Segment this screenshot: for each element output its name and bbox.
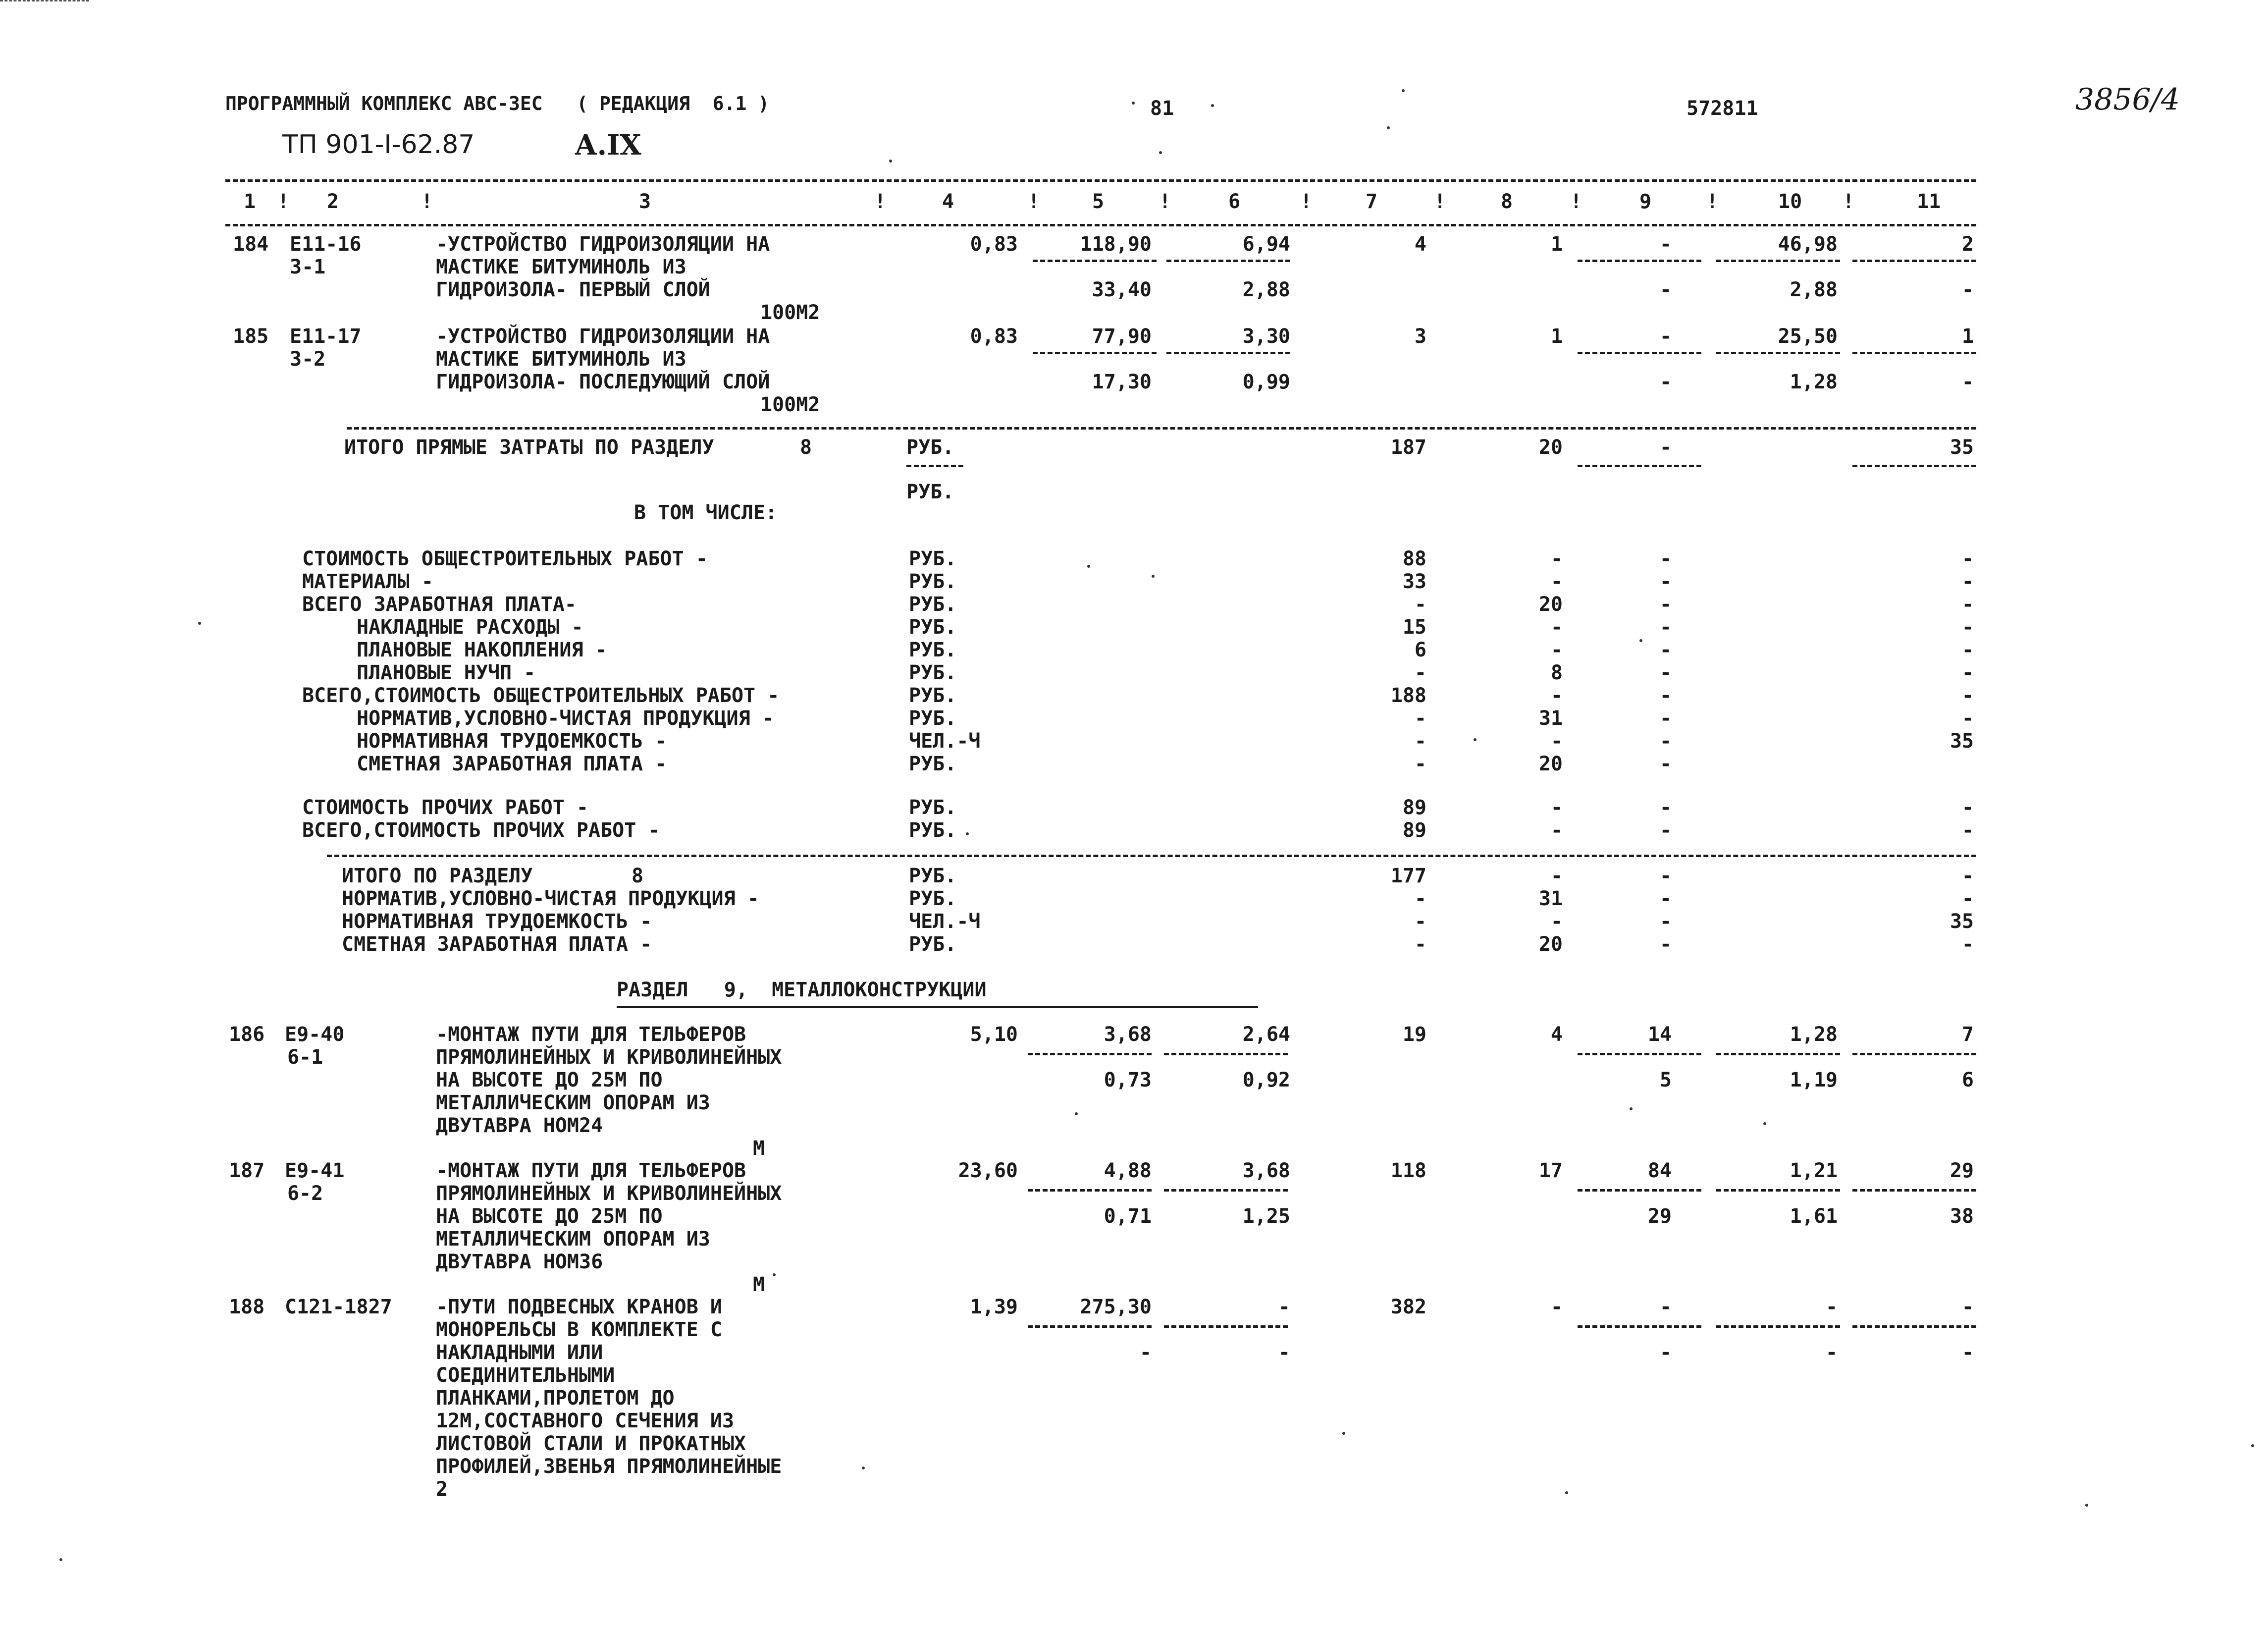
labor-per-unit: - <box>1825 1296 1838 1318</box>
row-number: 187 <box>229 1159 265 1182</box>
total-cost: 118 <box>1390 1159 1426 1182</box>
unit-wage-machine: 1,25 <box>1242 1205 1290 1228</box>
work-description: МАСТИКЕ БИТУМИНОЛЬ ИЗ <box>436 348 686 371</box>
breakdown-label: ВСЕГО,СТОИМОСТЬ ОБЩЕСТРОИТЕЛЬНЫХ РАБОТ - <box>302 684 780 707</box>
other-works-unit: РУБ. <box>909 819 957 842</box>
section-final-machine: - <box>1659 933 1672 956</box>
machine-cost: - <box>1659 1296 1672 1318</box>
section-final-wage: - <box>1550 865 1563 887</box>
section-final-labor: - <box>1961 865 1974 887</box>
breakdown-wage: - <box>1550 616 1563 639</box>
rule-line <box>1578 352 1701 354</box>
labor-machine-total: 38 <box>1950 1205 1974 1228</box>
project-code: ТП 901-I-62.87 <box>282 130 475 160</box>
work-description: ПРЯМОЛИНЕЙНЫХ И КРИВОЛИНЕЙНЫХ <box>436 1182 782 1205</box>
other-works-label: ВСЕГО,СТОИМОСТЬ ПРОЧИХ РАБОТ - <box>302 819 660 842</box>
other-works-machine: - <box>1659 819 1672 842</box>
rule-line <box>1166 260 1290 262</box>
breakdown-labor: - <box>1961 639 1974 661</box>
total-cost: 19 <box>1402 1023 1426 1046</box>
breakdown-total: 33 <box>1402 570 1426 593</box>
column-separator: ! <box>1570 190 1582 213</box>
scan-speck <box>2085 1504 2088 1507</box>
breakdown-total: - <box>1414 753 1426 775</box>
section-final-labor: 35 <box>1950 910 1974 933</box>
scan-edge-mark <box>0 0 89 1</box>
column-header-11: 11 <box>1917 190 1941 213</box>
scan-speck <box>1474 738 1477 741</box>
rule-line <box>1164 1325 1288 1328</box>
section-final-label: НОРМАТИВ,УСЛОВНО-ЧИСТАЯ ПРОДУКЦИЯ - <box>342 887 759 910</box>
unit-wage-machine: 2,88 <box>1242 278 1290 301</box>
breakdown-unit: РУБ. <box>909 684 957 707</box>
breakdown-unit: РУБ. <box>909 547 957 570</box>
rate-code: Е11-16 <box>290 233 362 256</box>
work-description: МАСТИКЕ БИТУМИНОЛЬ ИЗ <box>436 256 686 278</box>
column-separator: ! <box>1159 190 1171 213</box>
breakdown-machine: - <box>1659 593 1672 616</box>
unit-cost-machine: 33,40 <box>1092 278 1152 301</box>
rule-line <box>1852 1053 1976 1055</box>
unit-of-measure: 100М2 <box>760 301 820 324</box>
breakdown-labor: 35 <box>1950 730 1974 753</box>
rate-code: Е9-41 <box>285 1159 345 1182</box>
breakdown-total: - <box>1414 730 1426 753</box>
itogo-section: 8 <box>800 436 812 459</box>
rule-line <box>1716 1325 1840 1328</box>
column-header-10: 10 <box>1778 190 1802 213</box>
breakdown-wage: 31 <box>1538 707 1563 730</box>
column-separator: ! <box>421 190 433 213</box>
itogo-machine: - <box>1659 436 1672 459</box>
breakdown-total: 6 <box>1414 639 1426 661</box>
breakdown-label: НАКЛАДНЫЕ РАСХОДЫ - <box>357 616 583 639</box>
breakdown-machine: - <box>1659 639 1672 661</box>
breakdown-total: 188 <box>1390 684 1426 707</box>
row-number: 185 <box>233 325 269 348</box>
breakdown-wage: - <box>1550 684 1563 707</box>
breakdown-labor: - <box>1961 661 1974 684</box>
rule-line <box>1164 1189 1288 1192</box>
quantity: 1,39 <box>970 1296 1018 1318</box>
other-works-labor: - <box>1961 819 1974 842</box>
work-description: НА ВЫСОТЕ ДО 25М ПО <box>436 1069 663 1091</box>
section-final-wage: - <box>1550 910 1563 933</box>
rate-code: Е11-17 <box>290 325 362 348</box>
work-description: -МОНТАЖ ПУТИ ДЛЯ ТЕЛЬФЕРОВ <box>436 1023 746 1046</box>
section-final-total: 177 <box>1390 865 1426 887</box>
scan-speck <box>1159 151 1162 154</box>
breakdown-total: - <box>1414 593 1426 616</box>
rule-line <box>1852 260 1976 262</box>
unit-cost: 118,90 <box>1080 233 1152 256</box>
row-number: 186 <box>229 1023 265 1046</box>
column-header-7: 7 <box>1366 190 1378 213</box>
column-separator: ! <box>1028 190 1040 213</box>
work-description: -МОНТАЖ ПУТИ ДЛЯ ТЕЛЬФЕРОВ <box>436 1159 746 1182</box>
breakdown-wage: - <box>1550 547 1563 570</box>
labor-per-unit: 1,28 <box>1790 1023 1838 1046</box>
rate-subcode: 3-2 <box>290 348 326 371</box>
rule-line <box>1852 1189 1976 1192</box>
breakdown-label: НОРМАТИВ,УСЛОВНО-ЧИСТАЯ ПРОДУКЦИЯ - <box>357 707 774 730</box>
column-header-8: 8 <box>1501 190 1513 213</box>
unit-of-measure: М <box>753 1137 765 1160</box>
breakdown-labor: - <box>1961 547 1974 570</box>
rule-line <box>1578 465 1701 467</box>
labor-total: 29 <box>1950 1159 1974 1182</box>
album-code: А.IX <box>575 129 641 162</box>
breakdown-machine: - <box>1659 547 1672 570</box>
section-final-labor: - <box>1961 887 1974 910</box>
itogo-wage: 20 <box>1538 436 1563 459</box>
quantity: 5,10 <box>970 1023 1018 1046</box>
breakdown-total: 88 <box>1402 547 1426 570</box>
breakdown-label: НОРМАТИВНАЯ ТРУДОЕМКОСТЬ - <box>357 730 667 753</box>
rule-line <box>1033 260 1157 262</box>
work-description: МЕТАЛЛИЧЕСКИМ ОПОРАМ ИЗ <box>436 1228 710 1251</box>
column-header-2: 2 <box>327 190 339 213</box>
labor-machine: - <box>1825 1341 1838 1364</box>
other-works-wage: - <box>1550 819 1563 842</box>
scan-speck <box>1639 639 1642 642</box>
machine-wage: - <box>1659 371 1672 393</box>
column-header-3: 3 <box>639 190 651 213</box>
rule-line <box>1716 260 1840 262</box>
scan-speck <box>1075 1112 1078 1115</box>
page-number: 81 <box>1150 97 1174 120</box>
breakdown-label: СМЕТНАЯ ЗАРАБОТНАЯ ПЛАТА - <box>357 753 667 775</box>
scan-speck <box>1387 126 1390 129</box>
breakdown-label: МАТЕРИАЛЫ - <box>302 570 433 593</box>
itogo-unit-2: РУБ. <box>906 481 954 503</box>
itogo-unit: РУБ. <box>906 436 954 459</box>
machine-cost: - <box>1659 233 1672 256</box>
section-final-label: НОРМАТИВНАЯ ТРУДОЕМКОСТЬ - <box>342 910 652 933</box>
breakdown-machine: - <box>1659 684 1672 707</box>
other-works-machine: - <box>1659 796 1672 819</box>
breakdown-label: ПЛАНОВЫЕ НУЧП - <box>357 661 536 684</box>
breakdown-wage: - <box>1550 570 1563 593</box>
total-wage: 17 <box>1538 1159 1563 1182</box>
work-description: ГИДРОИЗОЛА- ПЕРВЫЙ СЛОЙ <box>436 278 710 301</box>
total-cost: 382 <box>1390 1296 1426 1318</box>
breakdown-labor: - <box>1961 570 1974 593</box>
breakdown-unit: ЧЕЛ.-Ч <box>909 730 981 753</box>
section-final-labor: - <box>1961 933 1974 956</box>
breakdown-total: 15 <box>1402 616 1426 639</box>
machine-wage: - <box>1659 278 1672 301</box>
totals-top-line <box>347 427 1976 430</box>
breakdown-unit: РУБ. <box>909 707 957 730</box>
row-number: 188 <box>229 1296 265 1318</box>
unit-wage: 3,68 <box>1242 1159 1290 1182</box>
scan-speck <box>1763 1122 1766 1125</box>
breakdown-unit: РУБ. <box>909 616 957 639</box>
unit-cost-machine: 0,71 <box>1104 1205 1152 1228</box>
breakdown-labor: - <box>1961 707 1974 730</box>
machine-wage: - <box>1659 1341 1672 1364</box>
column-separator: ! <box>1706 190 1719 213</box>
work-description: ПРОФИЛЕЙ,ЗВЕНЬЯ ПРЯМОЛИНЕЙНЫЕ <box>436 1455 782 1478</box>
rate-subcode: 6-1 <box>287 1046 323 1069</box>
section-final-label: СМЕТНАЯ ЗАРАБОТНАЯ ПЛАТА - <box>342 933 652 956</box>
itogo-total: 187 <box>1390 436 1426 459</box>
labor-machine-total: - <box>1961 1341 1974 1364</box>
rule-line <box>1028 1325 1152 1328</box>
column-separator: ! <box>874 190 887 213</box>
rule-line <box>1166 352 1290 354</box>
column-separator: ! <box>1843 190 1855 213</box>
section-final-wage: 31 <box>1538 887 1563 910</box>
header-top-line <box>225 179 1976 182</box>
rule-line <box>1716 1053 1840 1055</box>
unit-cost: 4,88 <box>1104 1159 1152 1182</box>
unit-of-measure: М <box>753 1273 765 1296</box>
unit-cost: 77,90 <box>1092 325 1152 348</box>
breakdown-unit: РУБ. <box>909 661 957 684</box>
scan-speck <box>2251 1444 2254 1447</box>
work-description: 2 <box>436 1478 448 1501</box>
section-final-machine: - <box>1659 865 1672 887</box>
scan-speck <box>1087 565 1090 568</box>
other-works-labor: - <box>1961 796 1974 819</box>
total-wage: 1 <box>1550 325 1563 348</box>
total-wage: - <box>1550 1296 1563 1318</box>
quantity: 0,83 <box>970 233 1018 256</box>
work-description: ГИДРОИЗОЛА- ПОСЛЕДУЮЩИЙ СЛОЙ <box>436 371 770 393</box>
section-final-total: - <box>1414 933 1426 956</box>
labor-machine-total: - <box>1961 371 1974 393</box>
other-works-wage: - <box>1550 796 1563 819</box>
section-final-label: ИТОГО ПО РАЗДЕЛУ <box>342 865 533 887</box>
breakdown-unit: РУБ. <box>909 639 957 661</box>
scan-speck <box>889 160 892 163</box>
scan-speck <box>1630 1107 1633 1110</box>
column-header-4: 4 <box>942 190 954 213</box>
labor-machine: 1,61 <box>1790 1205 1838 1228</box>
machine-cost: 14 <box>1647 1023 1672 1046</box>
other-works-total: 89 <box>1402 819 1426 842</box>
machine-cost: 84 <box>1647 1159 1672 1182</box>
work-description: -УСТРОЙСТВО ГИДРОИЗОЛЯЦИИ НА <box>436 325 770 348</box>
header-bottom-line <box>225 224 1976 226</box>
section-final-unit: ЧЕЛ.-Ч <box>909 910 981 933</box>
labor-machine: 1,19 <box>1790 1069 1838 1091</box>
column-header-6: 6 <box>1228 190 1241 213</box>
scan-speck <box>773 1273 776 1276</box>
scan-speck <box>1402 89 1405 92</box>
work-description: ПЛАНКАМИ,ПРОЛЕТОМ ДО <box>436 1387 675 1410</box>
breakdown-unit: РУБ. <box>909 593 957 616</box>
rule-line <box>1033 352 1157 354</box>
breakdown-labor: - <box>1961 684 1974 707</box>
rule-line <box>1028 1189 1152 1192</box>
work-description: -УСТРОЙСТВО ГИДРОИЗОЛЯЦИИ НА <box>436 233 770 256</box>
labor-total: 7 <box>1961 1023 1974 1046</box>
row-number: 184 <box>233 233 269 256</box>
labor-machine: 2,88 <box>1790 278 1838 301</box>
labor-machine-total: - <box>1961 278 1974 301</box>
unit-cost: 275,30 <box>1080 1296 1152 1318</box>
rule-line <box>1716 1189 1840 1192</box>
labor-machine: 1,28 <box>1790 371 1838 393</box>
scan-speck <box>198 622 201 625</box>
breakdown-wage: - <box>1550 730 1563 753</box>
total-cost: 4 <box>1414 233 1426 256</box>
rule-line <box>1716 352 1840 354</box>
column-header-1: 1 <box>244 190 256 213</box>
work-description: -ПУТИ ПОДВЕСНЫХ КРАНОВ И <box>436 1296 722 1318</box>
other-works-total: 89 <box>1402 796 1426 819</box>
scan-speck <box>862 1467 865 1469</box>
breakdown-wage: - <box>1550 639 1563 661</box>
breakdown-label: СТОИМОСТЬ ОБЩЕСТРОИТЕЛЬНЫХ РАБОТ - <box>302 547 708 570</box>
rule-line <box>1852 465 1976 467</box>
rule-line <box>1578 1189 1701 1192</box>
column-header-9: 9 <box>1639 190 1652 213</box>
itogo-label: ИТОГО ПРЯМЫЕ ЗАТРАТЫ ПО РАЗДЕЛУ <box>344 436 714 459</box>
breakdown-machine: - <box>1659 570 1672 593</box>
breakdown-machine: - <box>1659 707 1672 730</box>
section-9-title: РАЗДЕЛ 9, МЕТАЛЛОКОНСТРУКЦИИ <box>617 979 987 1001</box>
unit-of-measure: 100М2 <box>760 393 820 416</box>
work-description: ПРЯМОЛИНЕЙНЫХ И КРИВОЛИНЕЙНЫХ <box>436 1046 782 1069</box>
rule-line <box>1578 1053 1701 1055</box>
breakdown-labor: - <box>1961 616 1974 639</box>
unit-wage: 3,30 <box>1242 325 1290 348</box>
unit-cost-machine: - <box>1139 1341 1152 1364</box>
section-final-wage: 20 <box>1538 933 1563 956</box>
rule-line <box>1578 1325 1701 1328</box>
column-header-5: 5 <box>1092 190 1105 213</box>
scan-speck <box>1152 575 1155 578</box>
work-description: МОНОРЕЛЬСЫ В КОМПЛЕКТЕ С <box>436 1318 722 1341</box>
work-description: ЛИСТОВОЙ СТАЛИ И ПРОКАТНЫХ <box>436 1432 746 1455</box>
rate-code: С121-1827 <box>285 1296 392 1318</box>
unit-wage: - <box>1278 1296 1290 1318</box>
machine-wage: 5 <box>1659 1069 1672 1091</box>
rate-subcode: 6-2 <box>287 1182 323 1205</box>
work-description: ДВУТАВРА НОМ24 <box>436 1114 603 1137</box>
section-final-unit: РУБ. <box>909 887 957 910</box>
work-description: НА ВЫСОТЕ ДО 25М ПО <box>436 1205 663 1228</box>
unit-wage: 2,64 <box>1242 1023 1290 1046</box>
scan-speck <box>1211 104 1214 107</box>
scan-speck <box>1565 1491 1568 1494</box>
column-separator: ! <box>1300 190 1313 213</box>
scan-speck <box>1342 1432 1345 1435</box>
section-final-unit: РУБ. <box>909 865 957 887</box>
breakdown-total: - <box>1414 707 1426 730</box>
total-cost: 3 <box>1414 325 1426 348</box>
rule-line <box>906 465 963 467</box>
section-final-machine: - <box>1659 910 1672 933</box>
breakdown-machine: - <box>1659 730 1672 753</box>
rule-line <box>1164 1053 1288 1055</box>
labor-per-unit: 46,98 <box>1778 233 1838 256</box>
breakdown-wage: 20 <box>1538 753 1563 775</box>
unit-cost-machine: 0,73 <box>1104 1069 1152 1091</box>
work-description: СОЕДИНИТЕЛЬНЫМИ <box>436 1364 615 1387</box>
labor-total: 2 <box>1961 233 1974 256</box>
work-description: ДВУТАВРА НОМ36 <box>436 1251 603 1273</box>
doc-number: 572811 <box>1687 97 1758 120</box>
unit-wage-machine: 0,99 <box>1242 371 1290 393</box>
rule-line <box>1852 1325 1976 1328</box>
breakdown-label: ВСЕГО ЗАРАБОТНАЯ ПЛАТА- <box>302 593 577 616</box>
breakdown-total: - <box>1414 661 1426 684</box>
rule-line <box>1028 1053 1152 1055</box>
labor-machine-total: 6 <box>1961 1069 1974 1091</box>
scan-speck <box>59 1558 62 1561</box>
section-final-machine: - <box>1659 887 1672 910</box>
machine-wage: 29 <box>1647 1205 1672 1228</box>
work-description: НАКЛАДНЫМИ ИЛИ <box>436 1341 603 1364</box>
rule-line <box>1578 260 1701 262</box>
labor-total: - <box>1961 1296 1974 1318</box>
section-final-total: - <box>1414 910 1426 933</box>
program-title: ПРОГРАММНЫЙ КОМПЛЕКС АВС-3ЕС ( РЕДАКЦИЯ 6.1 ) <box>225 93 770 114</box>
breakdown-label: ПЛАНОВЫЕ НАКОПЛЕНИЯ - <box>357 639 607 661</box>
breakdown-machine: - <box>1659 661 1672 684</box>
column-separator: ! <box>1434 190 1446 213</box>
itogo-labor: 35 <box>1950 436 1974 459</box>
scan-speck <box>966 832 969 835</box>
scan-speck <box>1132 102 1135 105</box>
unit-wage-machine: - <box>1278 1341 1290 1364</box>
breakdown-wage: 8 <box>1550 661 1563 684</box>
other-works-label: СТОИМОСТЬ ПРОЧИХ РАБОТ - <box>302 796 588 819</box>
work-description: 12М,СОСТАВНОГО СЕЧЕНИЯ ИЗ <box>436 1410 735 1432</box>
section-final-section: 8 <box>632 865 644 887</box>
section-9-underline <box>617 1006 1258 1008</box>
breakdown-machine: - <box>1659 753 1672 775</box>
handwritten-code: 3856/4 <box>2075 82 2180 117</box>
labor-per-unit: 1,21 <box>1790 1159 1838 1182</box>
rate-subcode: 3-1 <box>290 256 326 278</box>
unit-wage-machine: 0,92 <box>1242 1069 1290 1091</box>
machine-cost: - <box>1659 325 1672 348</box>
breakdown-unit: РУБ. <box>909 753 957 775</box>
labor-per-unit: 25,50 <box>1778 325 1838 348</box>
including-label: В ТОМ ЧИСЛЕ: <box>634 501 777 524</box>
quantity: 23,60 <box>958 1159 1018 1182</box>
other-works-unit: РУБ. <box>909 796 957 819</box>
unit-cost-machine: 17,30 <box>1092 371 1152 393</box>
breakdown-labor: - <box>1961 593 1974 616</box>
quantity: 0,83 <box>970 325 1018 348</box>
section-final-total: - <box>1414 887 1426 910</box>
unit-cost: 3,68 <box>1104 1023 1152 1046</box>
breakdown-machine: - <box>1659 616 1672 639</box>
rate-code: Е9-40 <box>285 1023 345 1046</box>
column-separator: ! <box>277 190 290 213</box>
work-description: МЕТАЛЛИЧЕСКИМ ОПОРАМ ИЗ <box>436 1091 710 1114</box>
unit-wage: 6,94 <box>1242 233 1290 256</box>
breakdown-unit: РУБ. <box>909 570 957 593</box>
breakdown-wage: 20 <box>1538 593 1563 616</box>
rule-line <box>1852 352 1976 354</box>
total-wage: 4 <box>1550 1023 1563 1046</box>
total-wage: 1 <box>1550 233 1563 256</box>
labor-total: 1 <box>1961 325 1974 348</box>
section-final-unit: РУБ. <box>909 933 957 956</box>
section-final-top-line <box>327 855 1976 857</box>
